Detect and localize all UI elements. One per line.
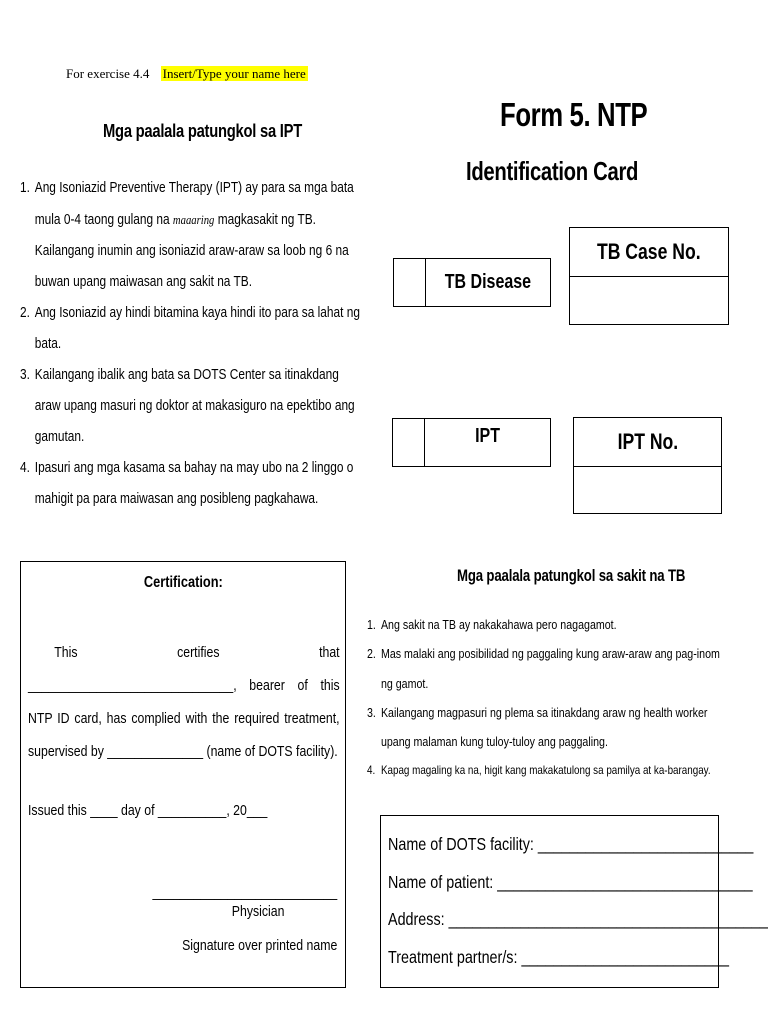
ipt-no-field[interactable] [574,467,721,514]
list-item: 3. Kailangang magpasuri ng plema sa itinakdang araw ng health worker upang malaman kung tuloy-tuloy ang paggaling. [367,704,708,750]
patient-name-field[interactable]: Name of patient: ________________________________ [388,871,753,892]
tb-disease-checkbox[interactable] [394,259,426,306]
certification-title: Certification: [143,574,223,591]
list-item: 1. Ang Isoniazid Preventive Therapy (IPT) ay para sa mga bata mula 0-4 taong gulang na maaaring magkasakit ng TB. Kailangang inumin ang isoniazid araw-araw sa loob ng 6 na buwan upang maiwasan ang sakit na TB. [20,180,354,290]
name-field[interactable]: Insert/Type your name here [162,66,306,81]
tb-case-no-field[interactable] [570,277,728,325]
list-item: 2. Mas malaki ang posibilidad ng paggaling kung araw-araw ang pag-inom ng gamot. [367,646,720,691]
ipt-no-box [573,417,722,514]
ipt-reminders-list [20,173,365,515]
patient-info-box [380,815,768,988]
list-item: 3. Kailangang ibalik ang bata sa DOTS Center sa itinakdang araw upang masuri ng doktor at makasiguro na epektibo ang gamutan. [20,367,355,445]
signature-caption: Signature over printed name [181,937,337,954]
tb-case-no-box [569,227,729,325]
list-item: 4. Ipasuri ang mga kasama sa bahay na may ubo na 2 linggo o mahigit pa para maiwasan ang posibleng pagkahawa. [20,460,354,507]
exercise-header [66,66,308,82]
issued-date-line[interactable]: Issued this ____ day of __________, 20___ [28,802,268,819]
tb-reminders-title: Mga paalala patungkol sa sakit na TB [457,567,686,585]
dots-facility-field[interactable]: Name of DOTS facility: ___________________________ [388,834,754,854]
list-item: 2. Ang Isoniazid ay hindi bitamina kaya hindi ito para sa lahat ng bata. [20,305,360,352]
physician-label: Physician [231,903,285,920]
list-item: 4. Kapag magaling ka na, higit kang makakatulong sa pamilya at ka-barangay. [367,763,711,778]
tb-disease-label: TB Disease [444,271,532,293]
list-item: 1. Ang sakit na TB ay nakakahawa pero nagagamot. [367,617,617,632]
exercise-label: For exercise 4.4 [66,66,150,81]
certification-box [20,561,346,988]
ipt-checkbox[interactable] [393,419,425,466]
certification-body: This certifies that ______________________________, bearer of this NTP ID card, has complied with the required treatment, supervised by ______________ (name of DOTS facility). [28,644,340,760]
form-title: Form 5. NTP [500,96,648,133]
address-field[interactable]: Address: ________________________________________ [388,909,768,929]
treatment-partner-field[interactable]: Treatment partner/s: __________________________ [388,946,729,967]
tb-case-no-label: TB Case No. [570,228,728,277]
ipt-label: IPT [475,425,500,447]
ipt-no-label: IPT No. [574,418,721,467]
form-subtitle: Identification Card [466,156,639,186]
ipt-checkbox-row [392,418,551,467]
tb-reminders-list [367,610,727,786]
signature-line[interactable]: ___________________________ [152,884,337,901]
tb-disease-checkbox-row [393,258,551,307]
ipt-reminders-title: Mga paalala patungkol sa IPT [103,121,302,141]
